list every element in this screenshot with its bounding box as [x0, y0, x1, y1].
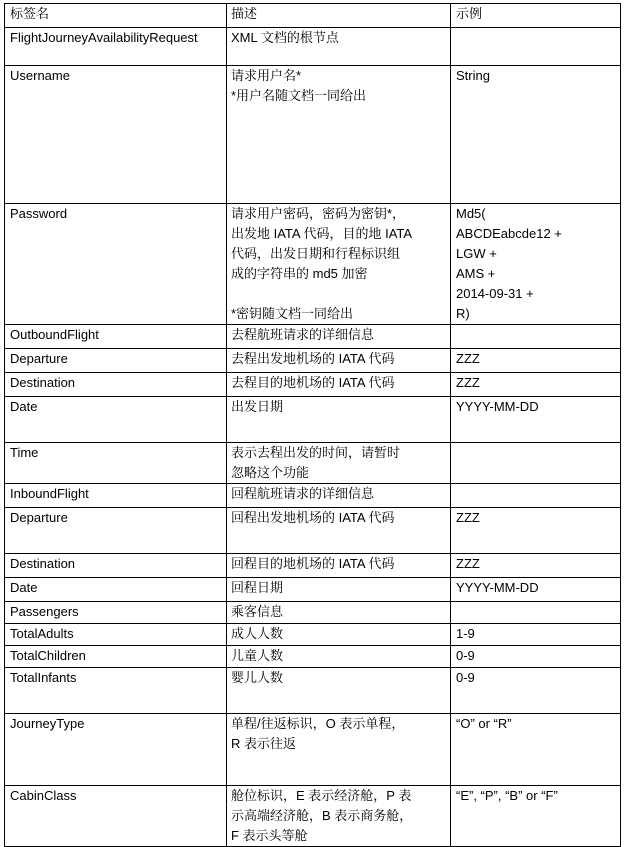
- desc-text: *密钥随文档一同给出: [231, 306, 354, 321]
- desc-cell: [227, 646, 451, 668]
- desc-cell: [227, 325, 451, 349]
- header-row: [5, 4, 621, 28]
- table-row: [5, 554, 621, 578]
- tag-text: CabinClass: [10, 788, 77, 803]
- example-cell: [451, 646, 621, 668]
- tag-text: Time: [10, 445, 39, 460]
- table-row: [5, 373, 621, 397]
- tag-text: Date: [10, 399, 38, 414]
- example-text: ZZZ: [456, 351, 480, 366]
- tag-text: TotalInfants: [10, 670, 77, 685]
- table-row: [5, 578, 621, 602]
- desc-text: 去程目的地机场的 IATA 代码: [231, 375, 395, 390]
- tag-text: Date: [10, 580, 38, 595]
- tag-cell: [5, 578, 227, 602]
- desc-text: 回程航班请求的详细信息: [231, 486, 375, 501]
- example-text: “E”, “P”, “B” or “F”: [456, 788, 558, 803]
- desc-text: 忽略这个功能: [231, 465, 310, 480]
- desc-text: 示高端经济舱，B 表示商务舱，: [231, 808, 413, 823]
- tag-text: JourneyType: [10, 716, 85, 731]
- desc-text: 回程日期: [231, 580, 284, 595]
- example-cell: [451, 624, 621, 646]
- tag-text: Password: [10, 206, 68, 221]
- table-row: [5, 646, 621, 668]
- example-text: YYYY-MM-DD: [456, 399, 539, 414]
- tag-text: Departure: [10, 510, 68, 525]
- example-text: ZZZ: [456, 556, 480, 571]
- table-row: [5, 443, 621, 484]
- example-text: 0-9: [456, 648, 475, 663]
- example-cell: [451, 325, 621, 349]
- tag-cell: [5, 397, 227, 443]
- table-row: [5, 325, 621, 349]
- example-text: ZZZ: [456, 510, 480, 525]
- table-row: [5, 484, 621, 508]
- desc-text: 代码，出发日期和行程标识组: [231, 246, 401, 261]
- table-row: [5, 668, 621, 714]
- tag-cell: [5, 786, 227, 847]
- desc-cell: [227, 508, 451, 554]
- table-row: [5, 508, 621, 554]
- header-desc-text: 描述: [231, 6, 258, 21]
- desc-cell: [227, 349, 451, 373]
- desc-text: 去程航班请求的详细信息: [231, 327, 375, 342]
- desc-text: 回程出发地机场的 IATA 代码: [231, 510, 395, 525]
- desc-text: 表示去程出发的时间，请暂时: [231, 445, 401, 460]
- desc-text: 儿童人数: [231, 648, 284, 663]
- example-cell: [451, 204, 621, 325]
- tag-cell: [5, 646, 227, 668]
- table-row: [5, 714, 621, 786]
- example-cell: [451, 668, 621, 714]
- tag-cell: [5, 714, 227, 786]
- header-tag: [5, 4, 227, 28]
- example-text: 2014-09-31 +: [456, 286, 534, 301]
- tag-cell: [5, 602, 227, 624]
- desc-cell: [227, 28, 451, 66]
- desc-text: 出发日期: [231, 399, 284, 414]
- tag-text: InboundFlight: [10, 486, 89, 501]
- example-cell: [451, 443, 621, 484]
- example-text: R): [456, 306, 470, 321]
- desc-text: 去程出发地机场的 IATA 代码: [231, 351, 395, 366]
- desc-text: *用户名随文档一同给出: [231, 88, 367, 103]
- desc-text: F 表示头等舱: [231, 828, 308, 843]
- example-text: ABCDEabcde12 +: [456, 226, 562, 241]
- example-cell: [451, 28, 621, 66]
- table-row: [5, 66, 621, 204]
- desc-text: XML 文档的根节点: [231, 30, 339, 45]
- tag-text: TotalChildren: [10, 648, 86, 663]
- desc-text: 婴儿人数: [231, 670, 284, 685]
- tag-cell: [5, 508, 227, 554]
- desc-text: 乘客信息: [231, 604, 284, 619]
- tag-cell: [5, 484, 227, 508]
- desc-cell: [227, 204, 451, 325]
- desc-cell: [227, 397, 451, 443]
- tag-cell: [5, 28, 227, 66]
- table-row: [5, 397, 621, 443]
- table-row: [5, 349, 621, 373]
- example-text: Md5(: [456, 206, 486, 221]
- table-row: [5, 28, 621, 66]
- example-text: 0-9: [456, 670, 475, 685]
- tag-cell: [5, 554, 227, 578]
- example-cell: [451, 508, 621, 554]
- header-example: [451, 4, 621, 28]
- desc-text: 成的字符串的 md5 加密: [231, 266, 368, 281]
- tag-text: Username: [10, 68, 70, 83]
- desc-text: 请求用户密码，密码为密钥*，: [231, 206, 406, 221]
- tag-text: Destination: [10, 375, 76, 390]
- header-desc: [227, 4, 451, 28]
- example-cell: [451, 397, 621, 443]
- example-text: AMS +: [456, 266, 496, 281]
- desc-cell: [227, 714, 451, 786]
- header-example-text: 示例: [456, 6, 483, 21]
- tag-cell: [5, 66, 227, 204]
- table-row: [5, 624, 621, 646]
- desc-cell: [227, 624, 451, 646]
- tag-text: Passengers: [10, 604, 79, 619]
- example-cell: [451, 602, 621, 624]
- desc-text: 出发地 IATA 代码，目的地 IATA: [231, 226, 413, 241]
- example-text: YYYY-MM-DD: [456, 580, 539, 595]
- desc-cell: [227, 578, 451, 602]
- desc-text: 单程/往返标识，O 表示单程，: [231, 716, 405, 731]
- desc-cell: [227, 786, 451, 847]
- desc-cell: [227, 443, 451, 484]
- example-cell: [451, 66, 621, 204]
- desc-cell: [227, 373, 451, 397]
- example-cell: [451, 349, 621, 373]
- tag-text: FlightJourneyAvailabilityRequest: [10, 30, 198, 45]
- desc-cell: [227, 668, 451, 714]
- tag-cell: [5, 349, 227, 373]
- tag-cell: [5, 204, 227, 325]
- desc-text: 回程目的地机场的 IATA 代码: [231, 556, 395, 571]
- tag-text: Destination: [10, 556, 76, 571]
- example-cell: [451, 578, 621, 602]
- spec-table: [4, 3, 621, 847]
- example-text: String: [456, 68, 490, 83]
- example-cell: [451, 714, 621, 786]
- table-row: [5, 602, 621, 624]
- header-tag-text: 标签名: [10, 6, 50, 21]
- tag-cell: [5, 443, 227, 484]
- tag-text: TotalAdults: [10, 626, 74, 641]
- tag-cell: [5, 325, 227, 349]
- desc-cell: [227, 484, 451, 508]
- desc-text: 成人人数: [231, 626, 284, 641]
- table-row: [5, 786, 621, 847]
- desc-cell: [227, 554, 451, 578]
- example-cell: [451, 554, 621, 578]
- example-text: ZZZ: [456, 375, 480, 390]
- tag-cell: [5, 624, 227, 646]
- tag-text: Departure: [10, 351, 68, 366]
- desc-text: R 表示往返: [231, 736, 297, 751]
- desc-text: 舱位标识，E 表示经济舱，P 表: [231, 788, 412, 803]
- desc-text: 请求用户名*: [231, 68, 302, 83]
- example-cell: [451, 786, 621, 847]
- tag-cell: [5, 373, 227, 397]
- table-row: [5, 204, 621, 325]
- tag-cell: [5, 668, 227, 714]
- example-text: LGW +: [456, 246, 497, 261]
- example-cell: [451, 373, 621, 397]
- example-cell: [451, 484, 621, 508]
- example-text: “O” or “R”: [456, 716, 512, 731]
- tag-text: OutboundFlight: [10, 327, 99, 342]
- desc-cell: [227, 602, 451, 624]
- example-text: 1-9: [456, 626, 475, 641]
- desc-cell: [227, 66, 451, 204]
